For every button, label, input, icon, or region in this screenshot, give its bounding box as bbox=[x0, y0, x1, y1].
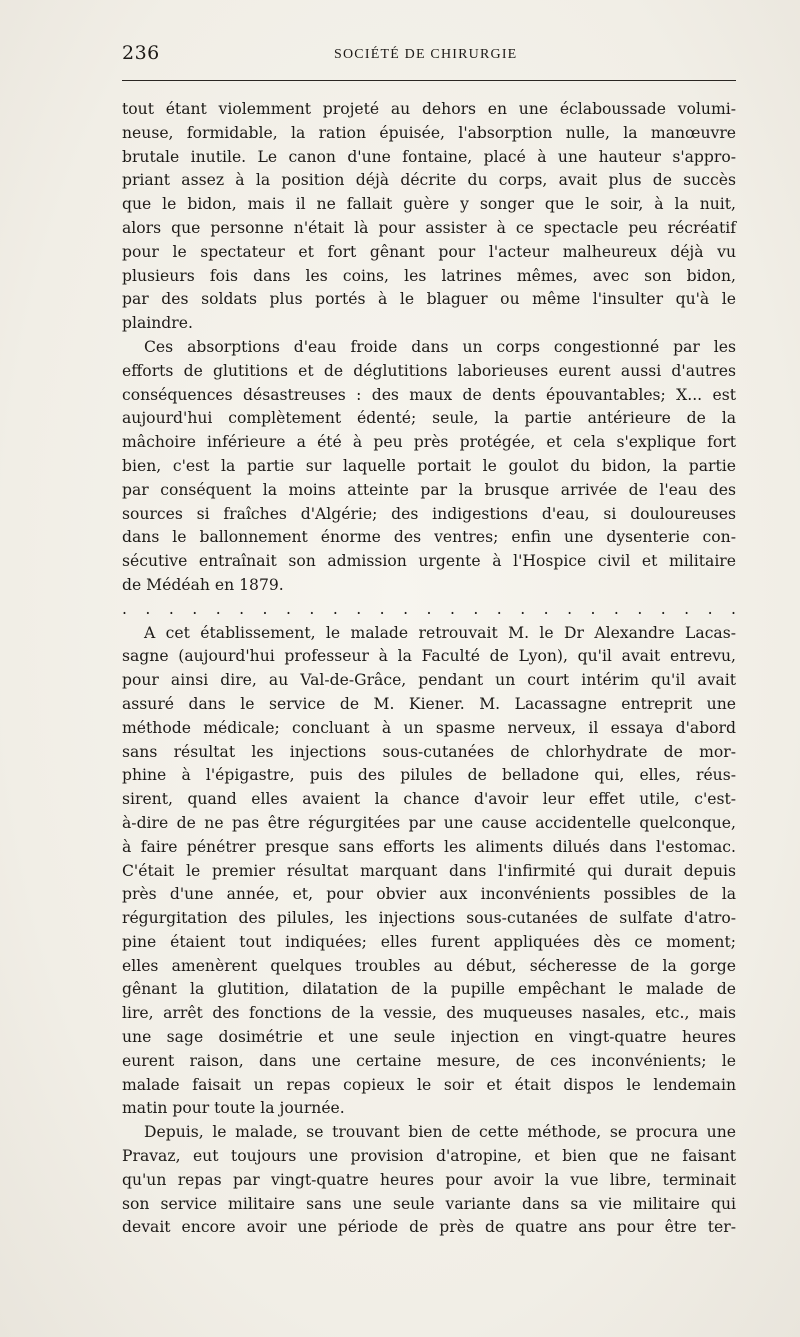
text-line: phine à l'épigastre, puis des pilules de belladone qui, elles, réus- bbox=[122, 766, 736, 785]
text-line: devait encore avoir une période de près de quatre ans pour être ter- bbox=[122, 1218, 736, 1237]
text-line: alors que personne n'était là pour assister à ce spectacle peu récréatif bbox=[122, 218, 736, 237]
text-line: que le bidon, mais il ne fallait guère y songer que le soir, à la nuit, bbox=[122, 195, 736, 214]
text-line: qu'un repas par vingt-quatre heures pour avoir la vue libre, terminait bbox=[122, 1170, 736, 1189]
text-line: pour le spectateur et fort gênant pour l'acteur malheureux déjà vu bbox=[122, 242, 736, 261]
text-line: dans le ballonnement énorme des ventres; enfin une dysenterie con- bbox=[122, 528, 736, 547]
text-line: brutale inutile. Le canon d'une fontaine, placé à une hauteur s'appro- bbox=[122, 147, 736, 166]
text-line: Depuis, le malade, se trouvant bien de cette méthode, se procura une bbox=[144, 1123, 736, 1142]
text-line: A cet établissement, le malade retrouvait M. le Dr Alexandre Lacas- bbox=[144, 623, 736, 642]
text-line: aujourd'hui complètement édenté; seule, la partie antérieure de la bbox=[122, 409, 736, 428]
text-line: son service militaire sans une seule variante dans sa vie militaire qui bbox=[122, 1194, 736, 1213]
body-text bbox=[122, 98, 736, 1240]
text-line: sagne (aujourd'hui professeur à la Faculté de Lyon), qu'il avait entrevu, bbox=[122, 647, 736, 666]
text-line: pine étaient tout indiquées; elles furent appliquées dès ce moment; bbox=[122, 932, 736, 951]
text-line: Ces absorptions d'eau froide dans un corps congestionné par les bbox=[144, 337, 736, 356]
text-line: une sage dosimétrie et une seule injection en vingt-quatre heures bbox=[122, 1028, 736, 1047]
text-line: efforts de glutitions et de déglutitions laborieuses eurent aussi d'autres bbox=[122, 361, 736, 380]
text-line: matin pour toute la journée. bbox=[122, 1099, 345, 1118]
text-line: malade faisait un repas copieux le soir et était dispos le lendemain bbox=[122, 1075, 736, 1094]
text-line: Pravaz, eut toujours une provision d'atropine, et bien que ne faisant bbox=[122, 1147, 736, 1166]
text-line: régurgitation des pilules, les injections sous-cutanées de sulfate d'atro- bbox=[122, 909, 736, 928]
text-line: de Médéah en 1879. bbox=[122, 575, 284, 594]
text-line: plusieurs fois dans les coins, les latrines mêmes, avec son bidon, bbox=[122, 266, 736, 285]
ellipsis-separator: . . . . . . . . . . . . . . . . . . . . . . . . . . . bbox=[122, 599, 736, 618]
text-line: pour ainsi dire, au Val-de-Grâce, pendant un court intérim qu'il avait bbox=[122, 671, 736, 690]
text-line: elles amenèrent quelques troubles au début, sécheresse de la gorge bbox=[122, 956, 736, 975]
text-line: conséquences désastreuses : des maux de dents épouvantables; X... est bbox=[122, 385, 736, 404]
text-line: neuse, formidable, la ration épuisée, l'absorption nulle, la manœuvre bbox=[122, 123, 736, 142]
header-rule bbox=[122, 80, 736, 81]
text-line: eurent raison, dans une certaine mesure, de ces inconvénients; le bbox=[122, 1051, 736, 1070]
text-line: sans résultat les injections sous-cutanées de chlorhydrate de mor- bbox=[122, 742, 736, 761]
text-line: méthode médicale; concluant à un spasme nerveux, il essaya d'abord bbox=[122, 718, 736, 737]
page-header bbox=[122, 42, 736, 72]
running-head: SOCIÉTÉ DE CHIRURGIE bbox=[334, 47, 518, 62]
text-line: tout étant violemment projeté au dehors en une éclaboussade volumi- bbox=[122, 100, 736, 118]
text-line: sirent, quand elles avaient la chance d'avoir leur effet utile, c'est- bbox=[122, 790, 736, 809]
text-line: assuré dans le service de M. Kiener. M. Lacassagne entreprit une bbox=[122, 694, 736, 713]
text-line: par conséquent la moins atteinte par la brusque arrivée de l'eau des bbox=[122, 480, 736, 499]
text-line: plaindre. bbox=[122, 314, 193, 333]
text-line: bien, c'est la partie sur laquelle portait le goulot du bidon, la partie bbox=[122, 456, 736, 475]
text-line: C'était le premier résultat marquant dans l'infirmité qui durait depuis bbox=[122, 861, 736, 880]
text-line: mâchoire inférieure a été à peu près protégée, et cela s'explique fort bbox=[122, 433, 736, 452]
text-line: à-dire de ne pas être régurgitées par une cause accidentelle quelconque, bbox=[122, 813, 736, 832]
text-line: priant assez à la position déjà décrite du corps, avait plus de succès bbox=[122, 171, 736, 190]
text-line: près d'une année, et, pour obvier aux inconvénients possibles de la bbox=[122, 885, 736, 904]
text-line: à faire pénétrer presque sans efforts les aliments dilués dans l'estomac. bbox=[122, 837, 736, 856]
text-line: par des soldats plus portés à le blaguer ou même l'insulter qu'à le bbox=[122, 290, 736, 309]
text-line: sources si fraîches d'Algérie; des indigestions d'eau, si douloureuses bbox=[122, 504, 736, 523]
text-line: gênant la glutition, dilatation de la pupille empêchant le malade de bbox=[122, 980, 736, 999]
text-line: lire, arrêt des fonctions de la vessie, des muqueuses nasales, etc., mais bbox=[122, 1004, 736, 1023]
text-line: sécutive entraînait son admission urgente à l'Hospice civil et militaire bbox=[122, 552, 736, 571]
page-number: 236 bbox=[122, 42, 160, 64]
